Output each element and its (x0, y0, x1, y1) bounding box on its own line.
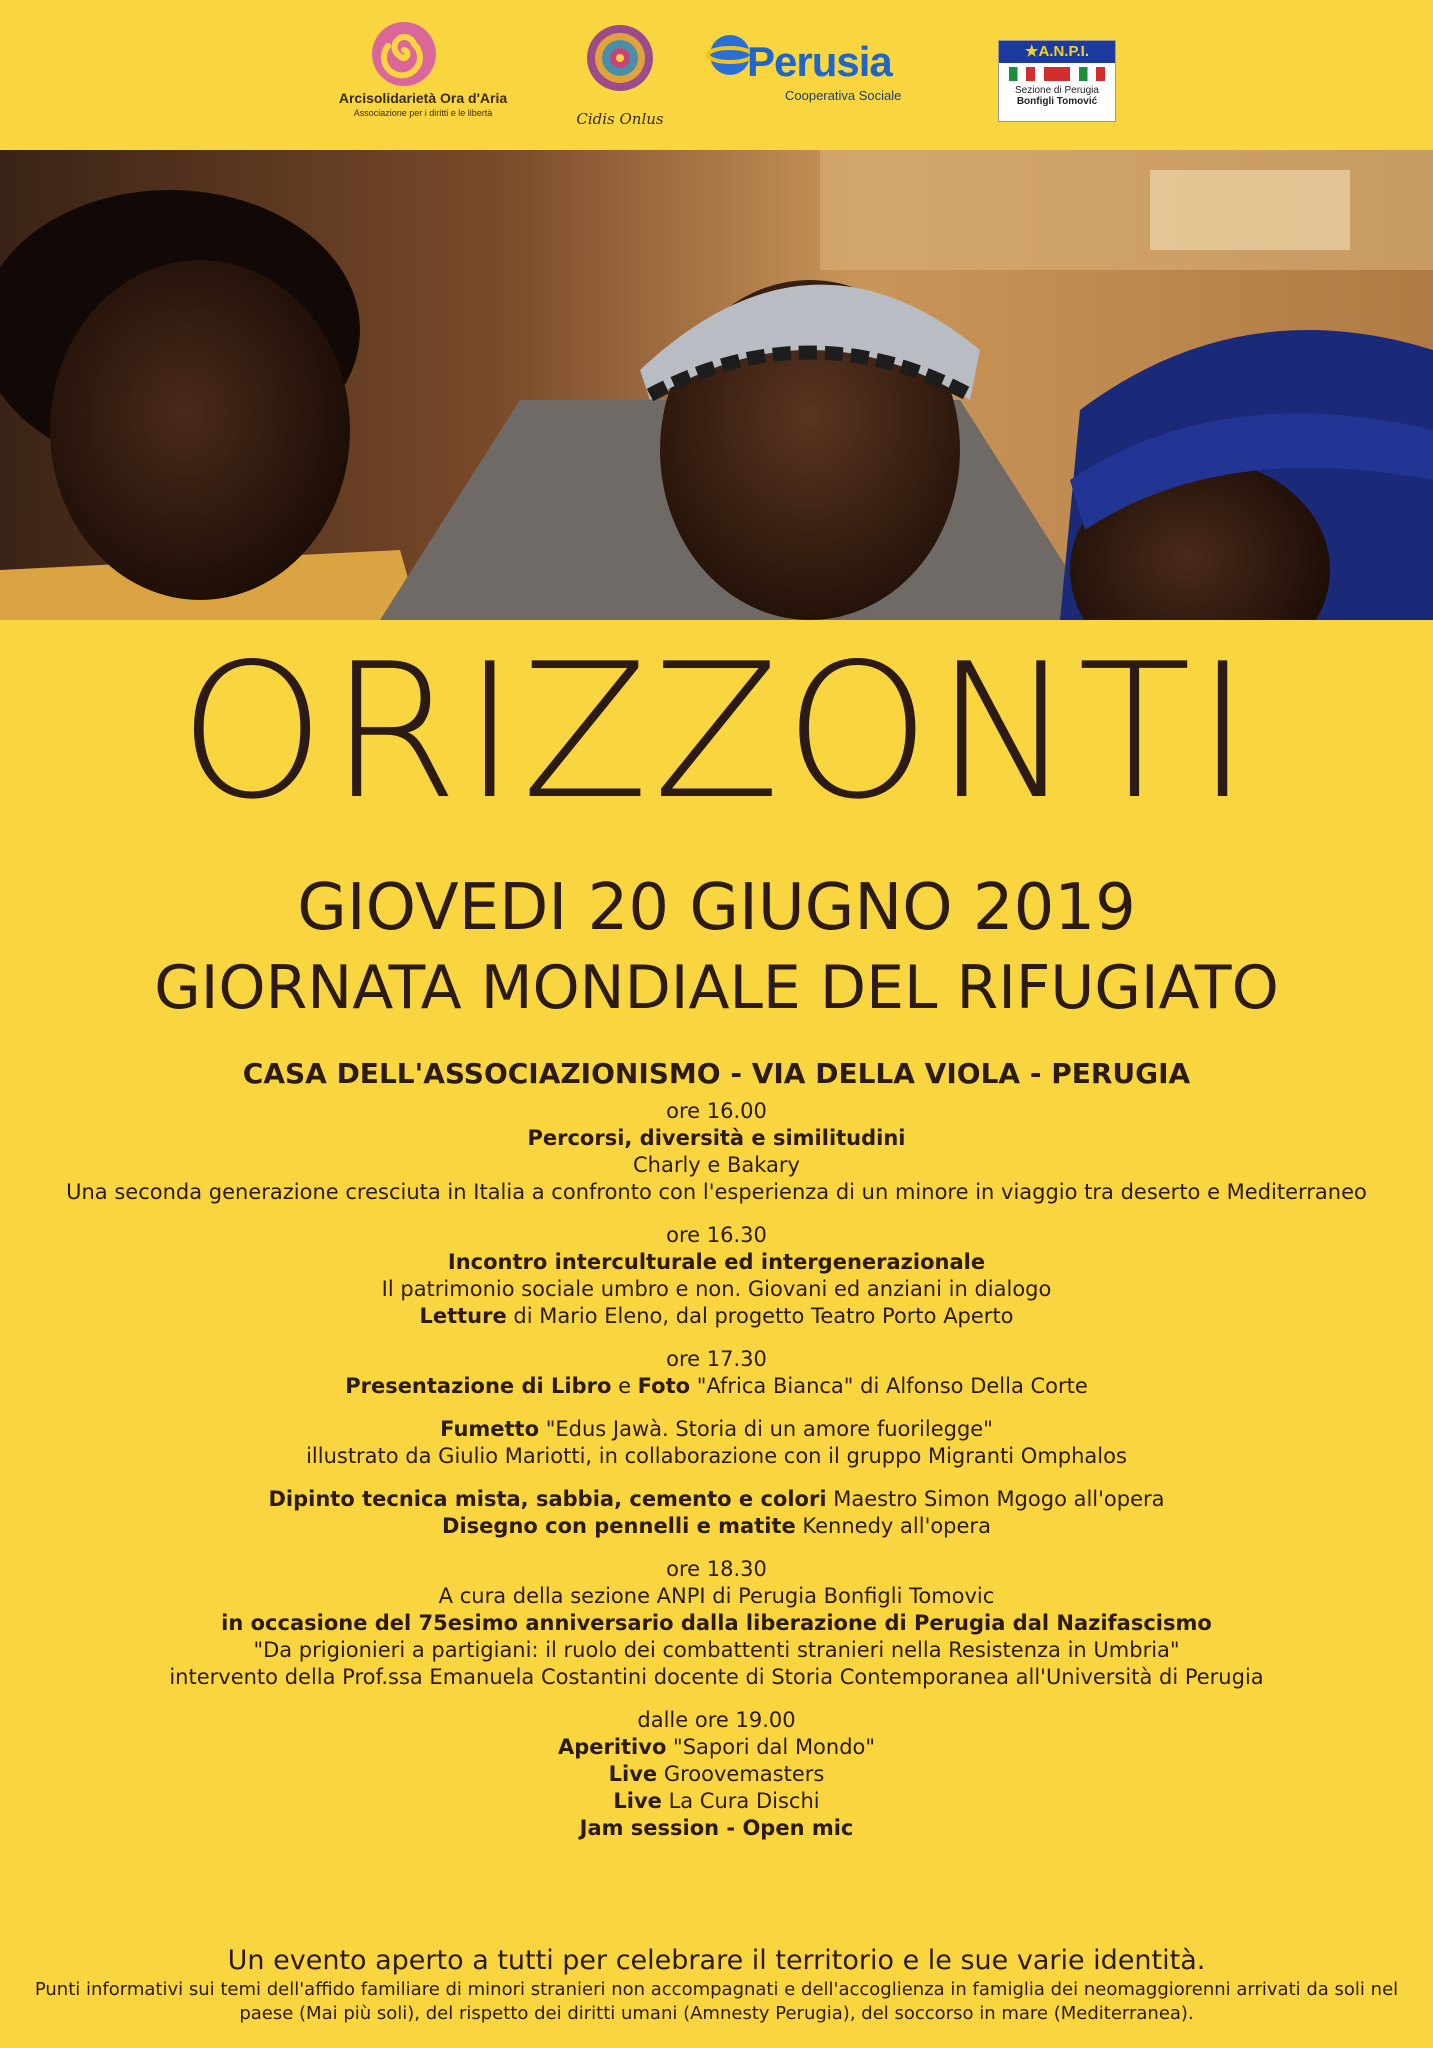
italy-flag-icon (1009, 67, 1035, 81)
cidis-logo (565, 18, 675, 138)
footer (0, 1944, 1433, 2026)
anpi-star-icon: ★ (1024, 43, 1039, 60)
session-line: Charly e Bakary (632, 1153, 800, 1177)
session-line: Fumetto "Edus Jawà. Storia di un amore fuorilegge" (440, 1417, 993, 1441)
anpi-section: Sezione di Perugia (1015, 85, 1099, 96)
session-title: Percorsi, diversità e similitudini (527, 1126, 906, 1150)
arci-subtitle: Associazione per i diritti e le libertà (353, 108, 493, 118)
session-line: illustrato da Giulio Mariotti, in collaborazione con il gruppo Migranti Omphalos (306, 1444, 1127, 1468)
session-line: "Da prigionieri a partigiani: il ruolo dei combattenti stranieri nella Resistenza in Umbria" (253, 1638, 1180, 1662)
time-label: ore 16.30 (666, 1223, 767, 1247)
anpi-logo (998, 40, 1116, 122)
poster-title: ORIZZONTI (178, 623, 1255, 840)
perusia-name: Perusia (747, 38, 892, 85)
time-label: ore 17.30 (666, 1347, 767, 1371)
anpi-name: ★A.N.P.I. (999, 41, 1115, 63)
italy-flag-icon-2 (1079, 67, 1105, 81)
live-la-cura-dischi: Live La Cura Dischi (613, 1789, 820, 1813)
footer-info: Punti informativi sui temi dell'affido familiare di minori stranieri non accompagnati e dell'accoglienza in famiglia dei neomaggiorenni arrivati da soli nel paese (Mai più soli), del rispetto dei diritti umani (Amnesty Perugia), del soccorso in mare (Mediterranea). (34, 1979, 1399, 2024)
hero-photo (0, 150, 1433, 620)
program (0, 1098, 1433, 1858)
session-line: Presentazione di Libro e Foto "Africa Bianca" di Alfonso Della Corte (345, 1374, 1088, 1398)
session-line: Il patrimonio sociale umbro e non. Giovani ed anziani in dialogo (381, 1277, 1052, 1301)
footer-tagline: Un evento aperto a tutti per celebrare il territorio e le sue varie identità. (227, 1945, 1206, 1976)
perusia-subtitle: Cooperativa Sociale (785, 88, 902, 103)
program-item-1830 (0, 1556, 1433, 1691)
program-item-art (0, 1486, 1433, 1540)
program-item-1730 (0, 1346, 1433, 1400)
session-title: Incontro interculturale ed intergenerazionale (447, 1250, 986, 1274)
sponsor-logos (0, 0, 1433, 150)
event-venue: CASA DELL'ASSOCIAZIONISMO - VIA DELLA VIOLA - PERUGIA (242, 1057, 1191, 1090)
three-women-image (0, 150, 1433, 620)
live-groovemasters: Live Groovemasters (608, 1762, 825, 1786)
anpi-flags (999, 63, 1115, 85)
program-item-1900 (0, 1707, 1433, 1842)
event-name: GIORNATA MONDIALE DEL RIFUGIATO (154, 953, 1279, 1023)
jam-session: Jam session - Open mic (579, 1816, 854, 1840)
program-item-1600 (0, 1098, 1433, 1206)
anpi-section-name: Bonfigli Tomović (1016, 96, 1098, 107)
red-bar-icon (1044, 67, 1070, 81)
program-item-1630 (0, 1222, 1433, 1330)
time-label: ore 16.00 (666, 1099, 767, 1123)
event-date: GIOVEDI 20 GIUGNO 2019 (297, 871, 1136, 945)
arci-logo (318, 18, 528, 128)
arci-spiral-icon (318, 18, 528, 88)
session-line: intervento della Prof.ssa Emanuela Costantini docente di Storia Contemporanea all'Università di Perugia (169, 1665, 1264, 1689)
arci-name: Arcisolidarietà Ora d'Aria (338, 90, 508, 106)
cidis-name: Cidis Onlus (576, 110, 664, 128)
cidis-mandala-icon (585, 18, 655, 98)
session-line: Aperitivo "Sapori dal Mondo" (557, 1735, 876, 1759)
perusia-logo (705, 30, 945, 110)
session-line: Letture di Mario Eleno, dal progetto Teatro Porto Aperto (419, 1304, 1014, 1328)
session-line: Dipinto tecnica mista, sabbia, cemento e colori Maestro Simon Mgogo all'opera (268, 1487, 1165, 1511)
session-line: A cura della sezione ANPI di Perugia Bonfigli Tomovic (438, 1584, 995, 1608)
time-label: dalle ore 19.00 (637, 1708, 796, 1732)
program-item-fumetto (0, 1416, 1433, 1470)
session-line: Disegno con pennelli e matite Kennedy all'opera (442, 1514, 991, 1538)
session-line: Una seconda generazione cresciuta in Italia a confronto con l'esperienza di un minore in viaggio tra deserto e Mediterraneo (66, 1180, 1367, 1204)
time-label: ore 18.30 (666, 1557, 767, 1581)
session-title: in occasione del 75esimo anniversario dalla liberazione di Perugia dal Nazifascismo (221, 1611, 1212, 1635)
